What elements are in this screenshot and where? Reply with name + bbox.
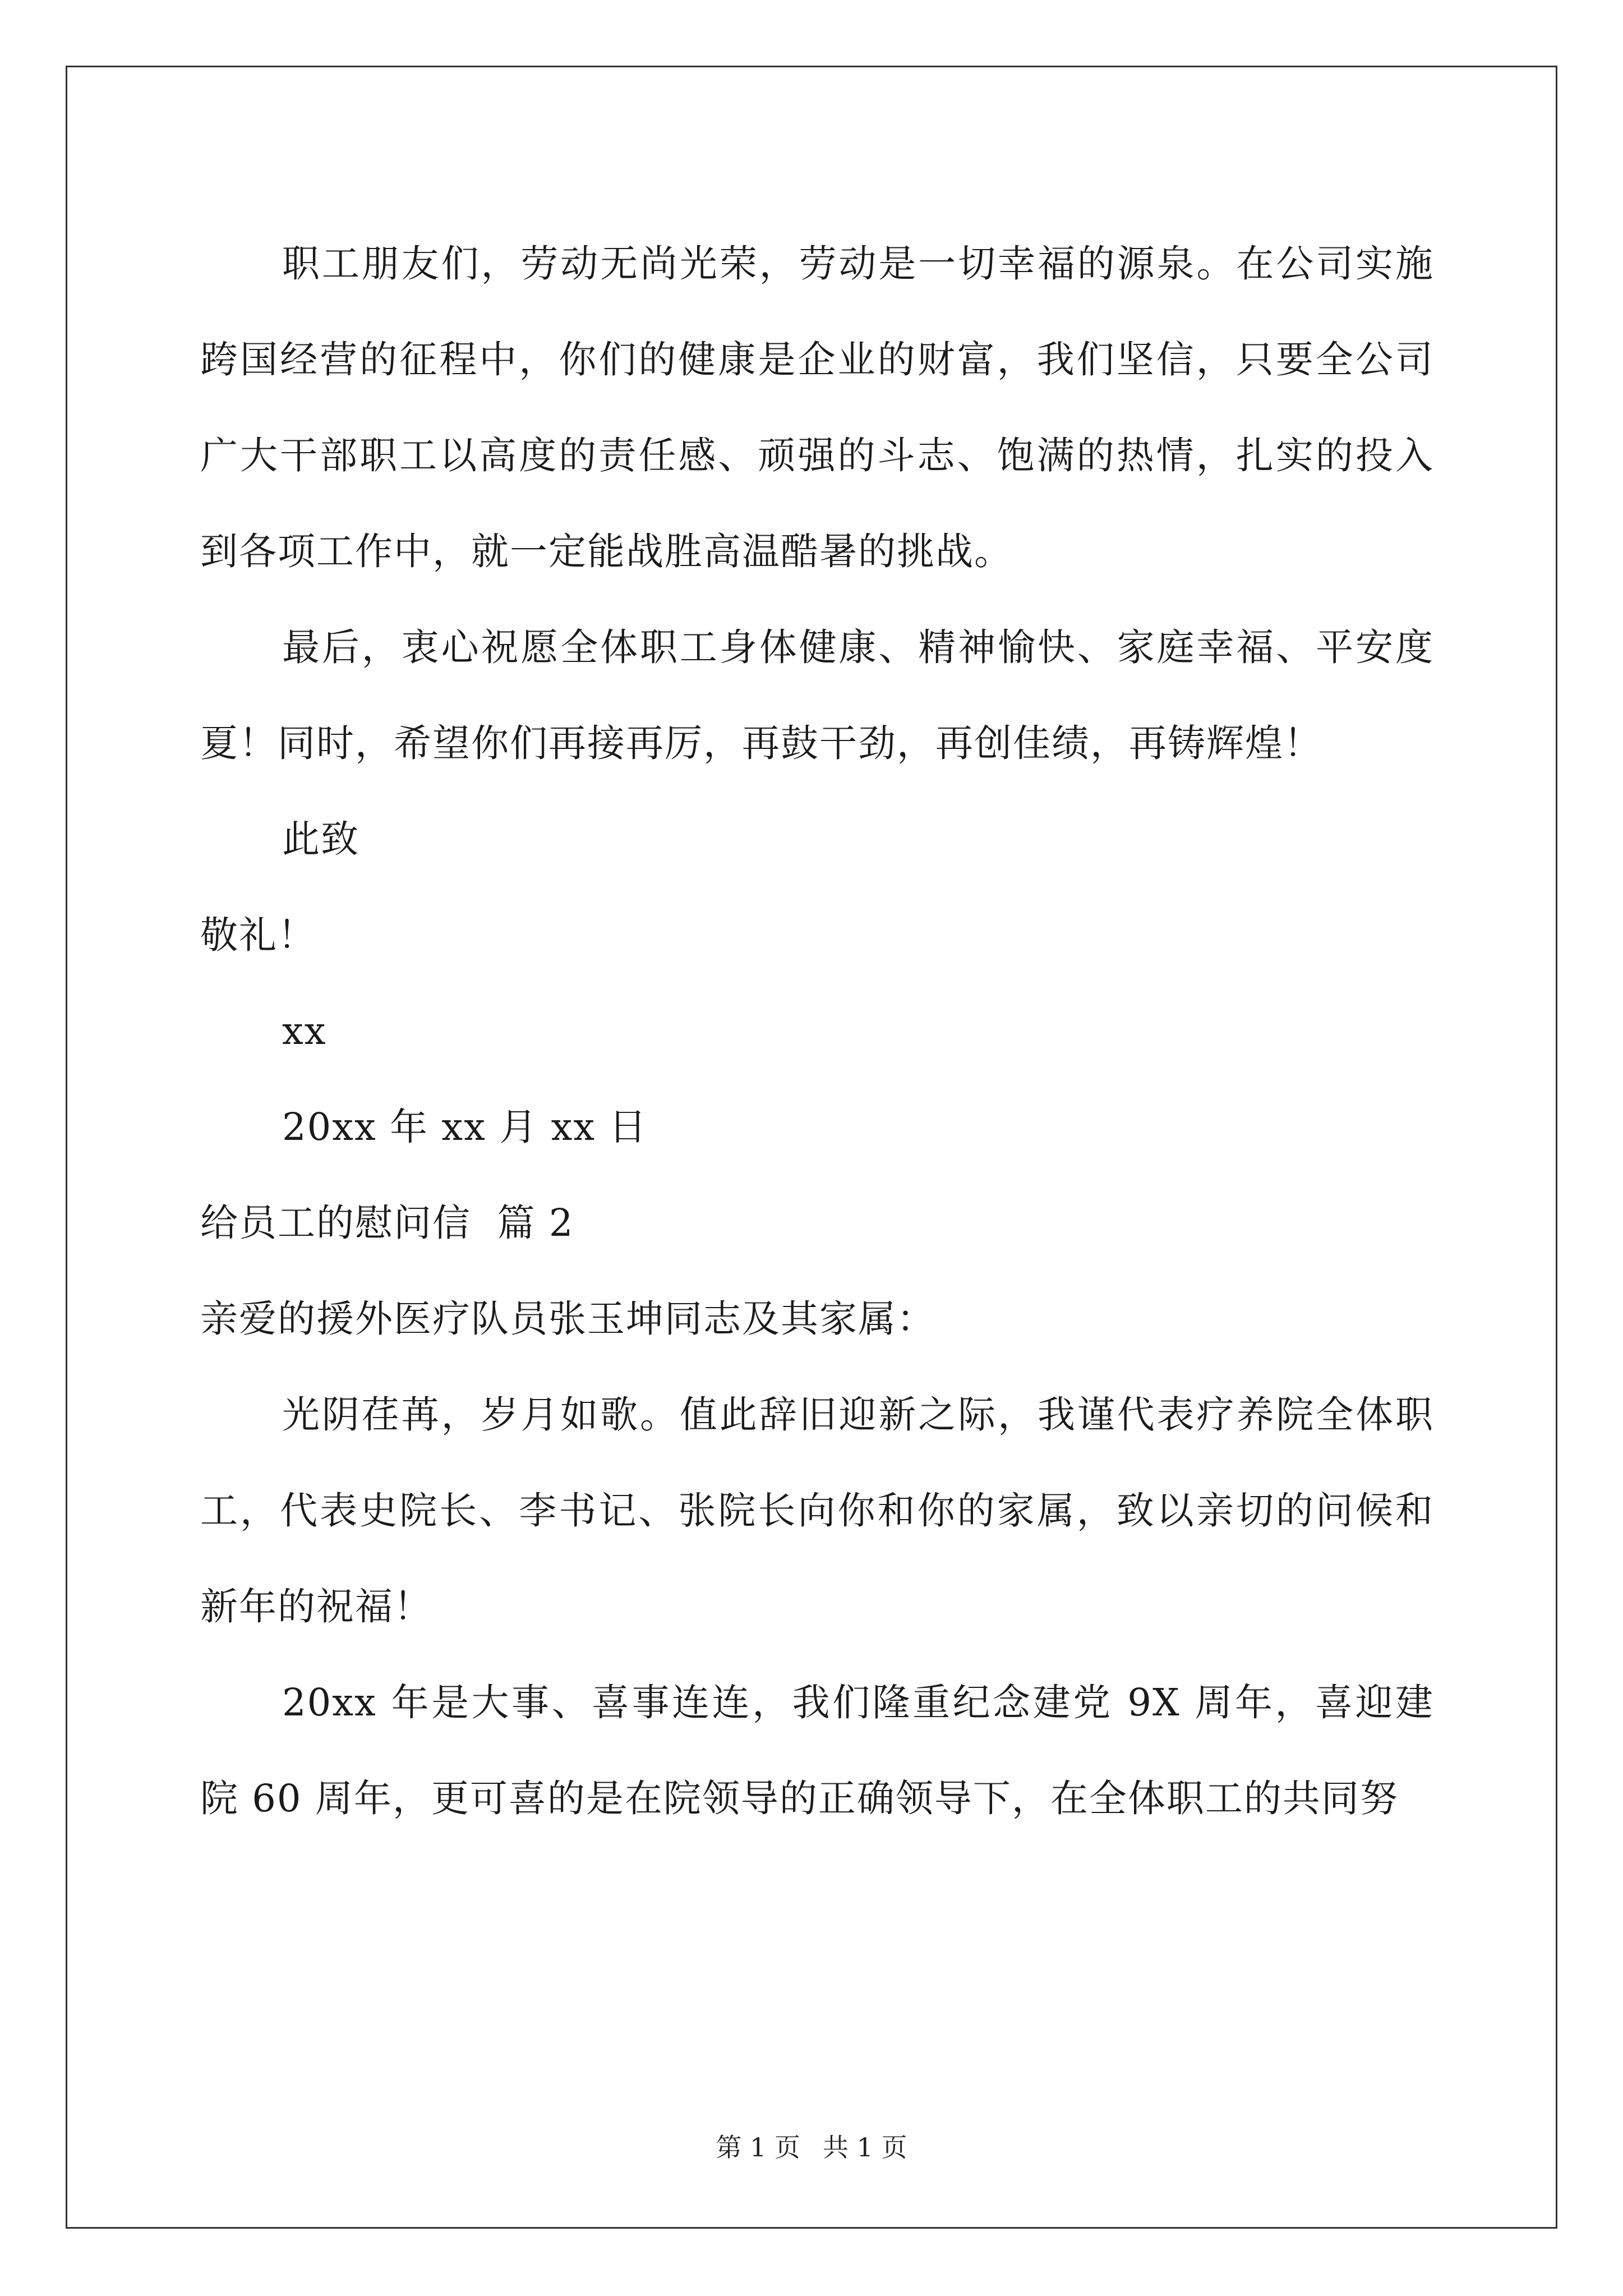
paragraph-new-year: 光阴荏苒，岁月如歌。值此辞旧迎新之际，我谨代表疗养院全体职工，代表史院长、李书记、张院长向你和你的家属，致以亲切的问候和新年的祝福！ bbox=[200, 1393, 1434, 1628]
page-number: 第 1 页 bbox=[716, 2132, 800, 2162]
signature: xx bbox=[282, 1009, 327, 1053]
page-footer bbox=[0, 2131, 1623, 2164]
paragraph-workers-labor: 职工朋友们，劳动无尚光荣，劳动是一切幸福的源泉。在公司实施跨国经营的征程中，你们的健康是企业的财富，我们坚信，只要全公司广大干部职工以高度的责任感、顽强的斗志、饱满的热情，扎实的投入到各项工作中，就一定能战胜高温酷暑的挑战。 bbox=[200, 242, 1434, 573]
document-body bbox=[200, 216, 1434, 1847]
closing-respect: 敬礼！ bbox=[200, 913, 316, 957]
closing-salutation: 此致 bbox=[282, 817, 359, 861]
paragraph-final-wishes: 最后，衷心祝愿全体职工身体健康、精神愉快、家庭幸福、平安度夏！同时，希望你们再接再厉，再鼓干劲，再创佳绩，再铸辉煌！ bbox=[200, 625, 1434, 765]
letter-greeting: 亲爱的援外医疗队员张玉坤同志及其家属： bbox=[200, 1297, 935, 1341]
section-heading: 给员工的慰问信 篇 2 bbox=[200, 1201, 574, 1245]
paragraph-events: 20xx 年是大事、喜事连连，我们隆重纪念建党 9X 周年，喜迎建院 60 周年，更可喜的是在院领导的正确领导下，在全体职工的共同努 bbox=[200, 1681, 1434, 1820]
page-total: 共 1 页 bbox=[823, 2132, 907, 2162]
date-line: 20xx 年 xx 月 xx 日 bbox=[282, 1105, 648, 1149]
